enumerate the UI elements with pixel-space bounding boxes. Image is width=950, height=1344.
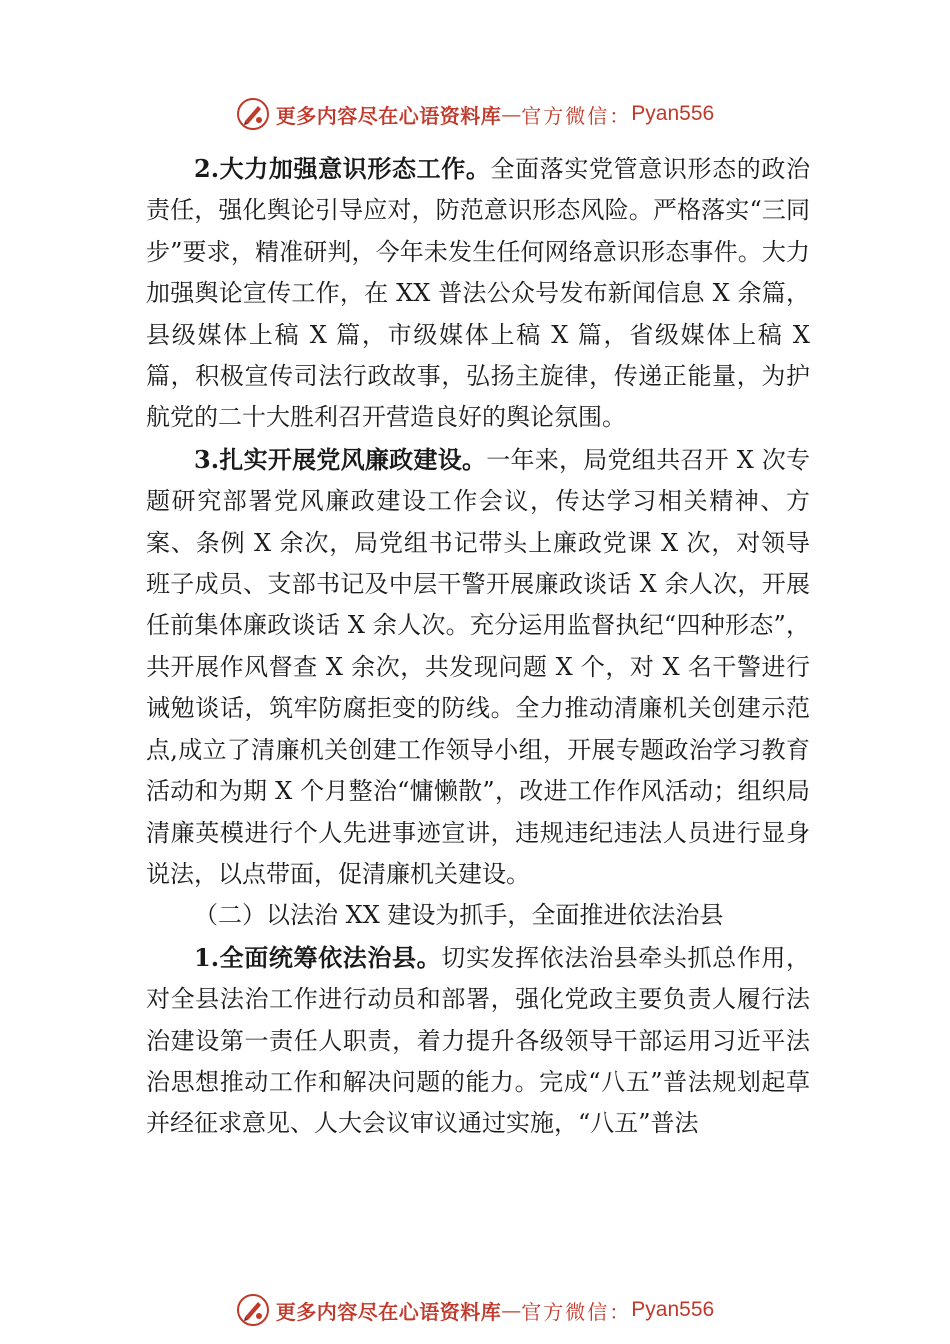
paragraph-rule-of-law: [146, 937, 810, 1145]
paragraph-heading: 2.大力加强意识形态工作。: [194, 154, 491, 183]
section-heading: （二）以法治 XX 建设为抓手，全面推进依法治县: [194, 901, 724, 930]
banner-main-text: 更多内容尽在心语资料库: [275, 103, 502, 128]
pen-logo-icon: [236, 1293, 270, 1327]
header-watermark-banner: [0, 94, 950, 134]
paragraph-text: 全面落实党管意识形态的政治责任，强化舆论引导应对，防范意识形态风险。严格落实“三同步”要求，精准研判，今年未发生任何网络意识形态事件。大力加强舆论宣传工作，在 XX 普法公众号发布新闻信息 X 余篇，县级媒体上稿 X 篇，市级媒体上稿 X 篇，省级媒体上稿 X 篇，积极宣传司法行政故事，弘扬主旋律，传递正能量，为护航党的二十大胜利召开营造良好的舆论氛围。: [146, 155, 810, 432]
banner-dash: —: [501, 1298, 522, 1322]
paragraph-clean-government: [146, 439, 810, 895]
paragraph-heading: 1.全面统筹依法治县。: [194, 942, 442, 972]
pen-logo-icon: [236, 97, 270, 131]
paragraph-text: 一年来，局党组共召开 X 次专题研究部署党风廉政建设工作会议，传达学习相关精神、方案、条例 X 余次，局党组书记带头上廉政党课 X 次，对领导班子成员、支部书记及中层干警开展廉政谈话 X 余人次，开展任前集体廉政谈话 X 余人次。充分运用监督执纪“四种形态”，共开展作风督查 X 余次，共发现问题 X 个，对 X 名干警进行诫勉谈话，筑牢防腐拒变的防线。全力推动清廉机关创建示范点,成立了清廉机关创建工作领导小组，开展专题政治学习教育活动和为期 X 个月整治“慵懒散”，改进工作作风活动；组织局清廉英模进行个人先进事迹宣讲，违规违纪违法人员进行显身说法，以点带面，促清廉机关建设。: [146, 445, 811, 888]
banner-wechat-id: Pyan556: [631, 102, 715, 125]
footer-watermark-banner: [0, 1290, 950, 1330]
banner-wechat-id: Pyan556: [631, 1298, 715, 1321]
banner-label: 官方微信：: [521, 1299, 632, 1324]
paragraph-heading: 3.扎实开展党风廉政建设。: [194, 444, 487, 474]
paragraph-ideology-work: [146, 148, 810, 439]
banner-dash: —: [501, 102, 522, 126]
paragraph-text: 切实发挥依法治县牵头抓总作用，对全县法治工作进行动员和部署，强化党政主要负责人履行法治建设第一责任人职责，着力提升各级领导干部运用习近平法治思想推动工作和解决问题的能力。完成“八五”普法规划起草并经征求意见、人大会议审议通过实施，“八五”普法: [146, 943, 810, 1138]
banner-label: 官方微信：: [521, 103, 632, 128]
document-body: [146, 148, 810, 1145]
banner-main-text: 更多内容尽在心语资料库: [275, 1299, 502, 1324]
